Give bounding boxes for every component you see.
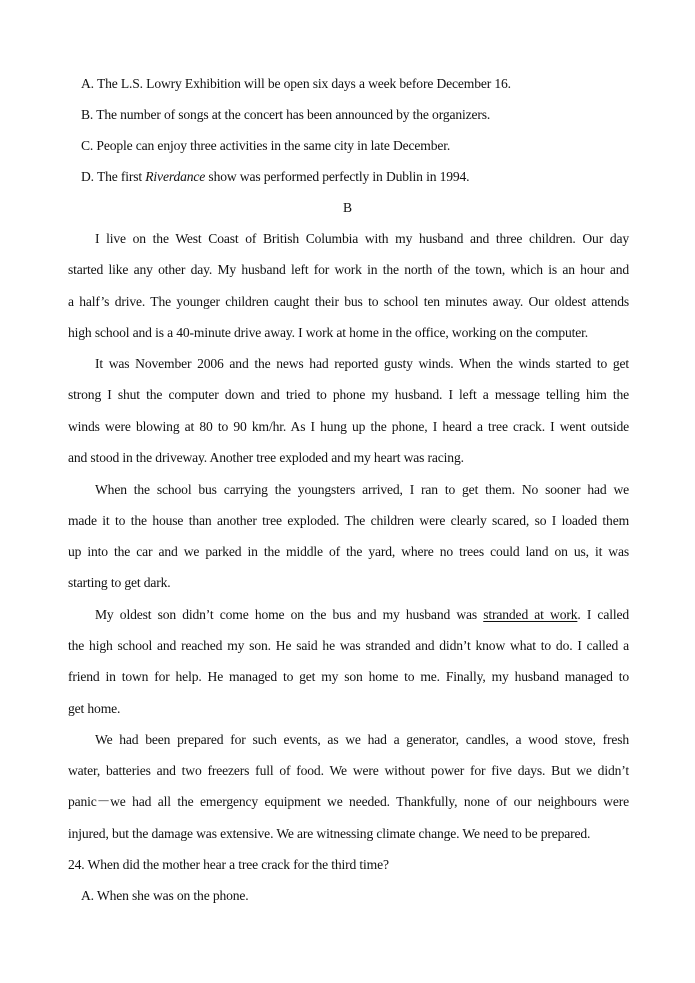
passage-line: water, batteries and two freezers full of food. We were without power for five days. But we didn’t: [68, 763, 629, 778]
passage-line: When the school bus carrying the youngsters arrived, I ran to get them. No sooner had we: [95, 482, 629, 497]
text-segment: . I called: [577, 607, 629, 622]
passage-line: started like any other day. My husband left for work in the north of the town, which is an hour and: [68, 262, 629, 277]
passage-line: and stood in the driveway. Another tree exploded and my heart was racing.: [68, 450, 464, 465]
option-23-d: [81, 168, 629, 186]
passage-line: starting to get dark.: [68, 575, 171, 590]
passage-line: [95, 606, 629, 624]
passage-line: the high school and reached my son. He said he was stranded and didn’t know what to do. I called a: [68, 638, 629, 653]
passage-line: made it to the house than another tree exploded. The children were clearly scared, so I loaded them: [68, 513, 629, 528]
section-label: B: [343, 200, 352, 215]
option-23-c: [81, 137, 629, 155]
underlined-phrase: stranded at work: [483, 607, 578, 622]
passage-line: It was November 2006 and the news had reported gusty winds. When the winds started to get: [95, 356, 629, 371]
option-letter: D.: [81, 169, 94, 184]
passage-line: friend in town for help. He managed to get my son home to me. Finally, my husband managed to: [68, 669, 629, 684]
option-text-before: The first: [96, 169, 146, 184]
passage-line: winds were blowing at 80 to 90 km/hr. As I hung up the phone, I heard a tree crack. I went outside: [68, 419, 629, 434]
passage-line: get home.: [68, 701, 121, 716]
passage-line: panic－we had all the emergency equipment we needed. Thankfully, none of our neighbours were: [68, 794, 629, 809]
option-letter: A.: [81, 76, 94, 91]
option-23-a: [81, 75, 629, 93]
passage-line: I live on the West Coast of British Columbia with my husband and three children. Our day: [95, 231, 629, 246]
option-text-after: show was performed perfectly in Dublin in 1994.: [205, 169, 470, 184]
passage-line: a half’s drive. The younger children caught their bus to school ten minutes away. Our oldest attends: [68, 294, 629, 309]
passage-line: high school and is a 40-minute drive away. I work at home in the office, working on the computer.: [68, 325, 589, 340]
option-text: People can enjoy three activities in the same city in late December.: [96, 138, 451, 153]
option-letter: B.: [81, 107, 94, 122]
option-24-a: A. When she was on the phone.: [81, 888, 249, 903]
option-text: The number of songs at the concert has been announced by the organizers.: [96, 107, 491, 122]
passage-line: strong I shut the computer down and tried to phone my husband. I left a message telling him the: [68, 387, 629, 402]
passage-line: We had been prepared for such events, as we had a generator, candles, a wood stove, fresh: [95, 732, 629, 747]
passage-line: injured, but the damage was extensive. We are witnessing climate change. We need to be prepared.: [68, 826, 591, 841]
option-23-b: [81, 106, 629, 124]
question-24-stem: 24. When did the mother hear a tree crack for the third time?: [68, 857, 389, 872]
text-segment: My oldest son didn’t come home on the bus and my husband was: [95, 607, 484, 622]
option-text-italic: Riverdance: [145, 169, 206, 184]
passage-line: up into the car and we parked in the middle of the yard, where no trees could land on us, it was: [68, 544, 629, 559]
option-letter: C.: [81, 138, 94, 153]
option-text: The L.S. Lowry Exhibition will be open six days a week before December 16.: [96, 76, 511, 91]
